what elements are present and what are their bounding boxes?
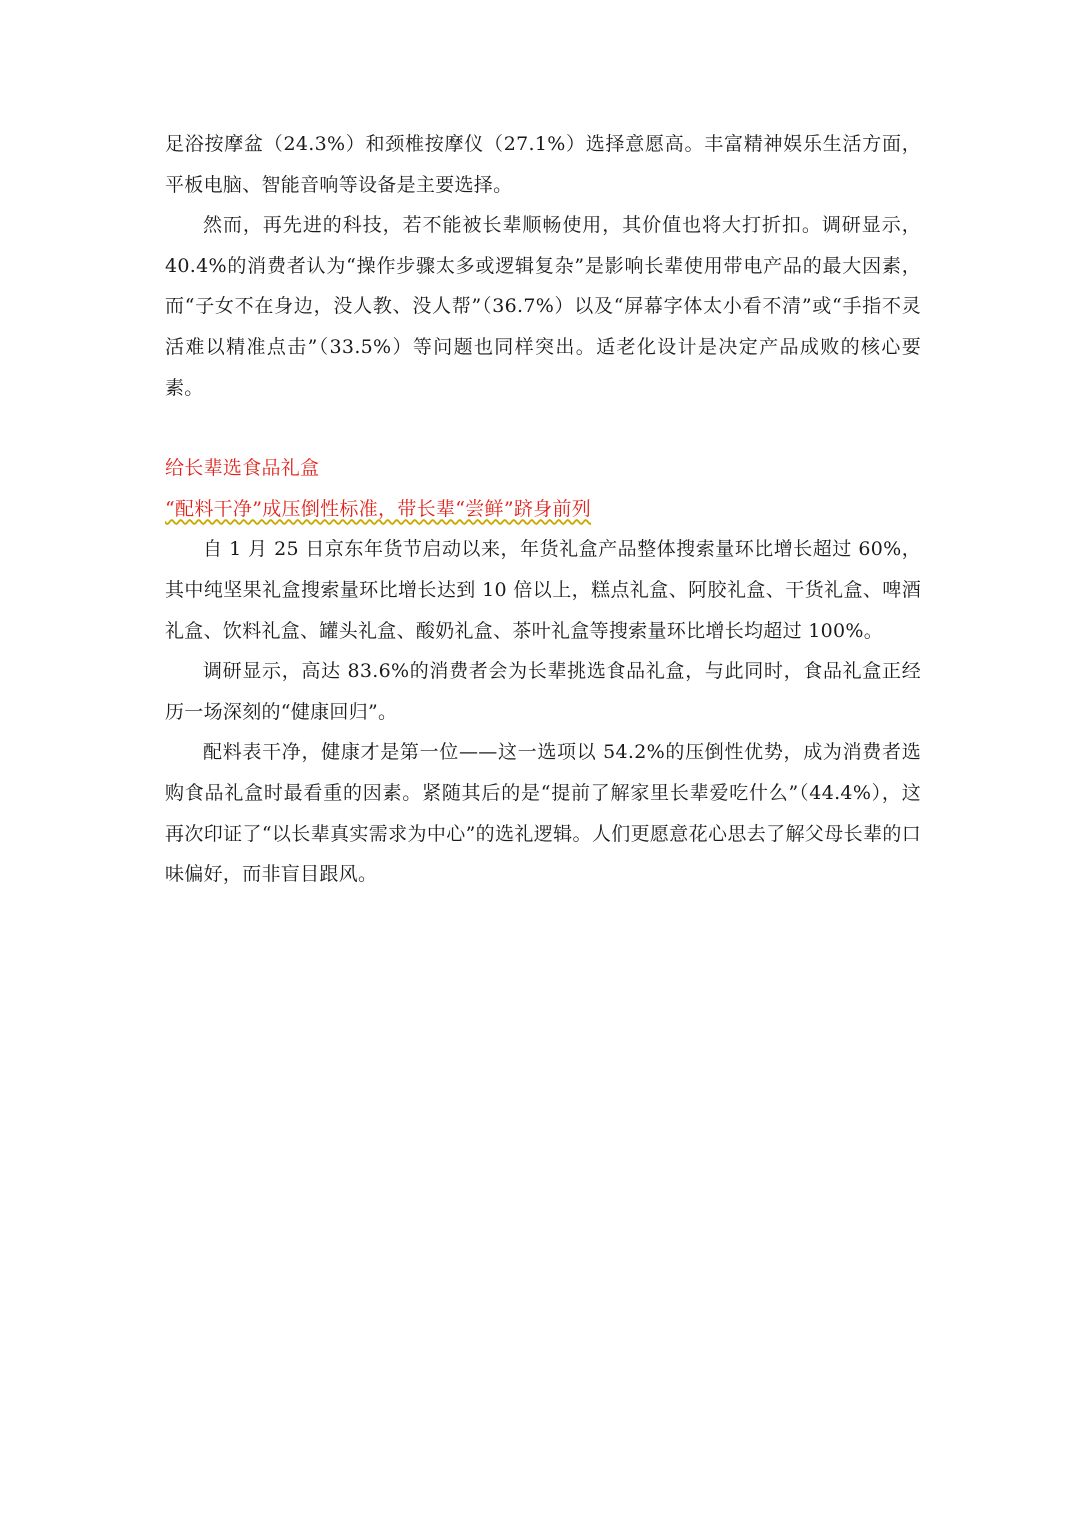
body-paragraph: 配料表干净，健康才是第一位——这一选项以 54.2%的压倒性优势，成为消费者选购食品礼盒时最看重的因素。紧随其后的是“提前了解家里长辈爱吃什么”（44.4%），这再次印证了“以长辈真实需求为中心”的选礼逻辑。人们更愿意花心思去了解父母长辈的口味偏好，而非盲目跟风。 [165,741,921,886]
body-paragraph: 然而，再先进的科技，若不能被长辈顺畅使用，其价值也将大打折扣。调研显示，40.4%的消费者认为“操作步骤太多或逻辑复杂”是影响长辈使用带电产品的最大因素，而“子女不在身边，没人教、没人帮”（36.7%）以及“屏幕字体太小看不清”或“手指不灵活难以精准点击”（33.5%）等问题也同样突出。适老化设计是决定产品成败的核心要素。 [165,214,921,399]
document-page [165,124,921,895]
section-spacer [165,408,921,448]
body-paragraph: 自 1 月 25 日京东年货节启动以来，年货礼盒产品整体搜索量环比增长超过 60%，其中纯坚果礼盒搜索量环比增长达到 10 倍以上，糕点礼盒、阿胶礼盒、干货礼盒、啤酒礼盒、饮料礼盒、罐头礼盒、酸奶礼盒、茶叶礼盒等搜索量环比增长均超过 100%。 [165,538,921,642]
section-subheading: “配料干净”成压倒性标准，带长辈“尝鲜”跻身前列 [165,497,592,520]
section-heading: 给长辈选食品礼盒 [165,457,320,480]
body-paragraph: 足浴按摩盆（24.3%）和颈椎按摩仪（27.1%）选择意愿高。丰富精神娱乐生活方面，平板电脑、智能音响等设备是主要选择。 [165,133,921,196]
body-paragraph: 调研显示，高达 83.6%的消费者会为长辈挑选食品礼盒，与此同时，食品礼盒正经历一场深刻的“健康回归”。 [165,660,921,723]
